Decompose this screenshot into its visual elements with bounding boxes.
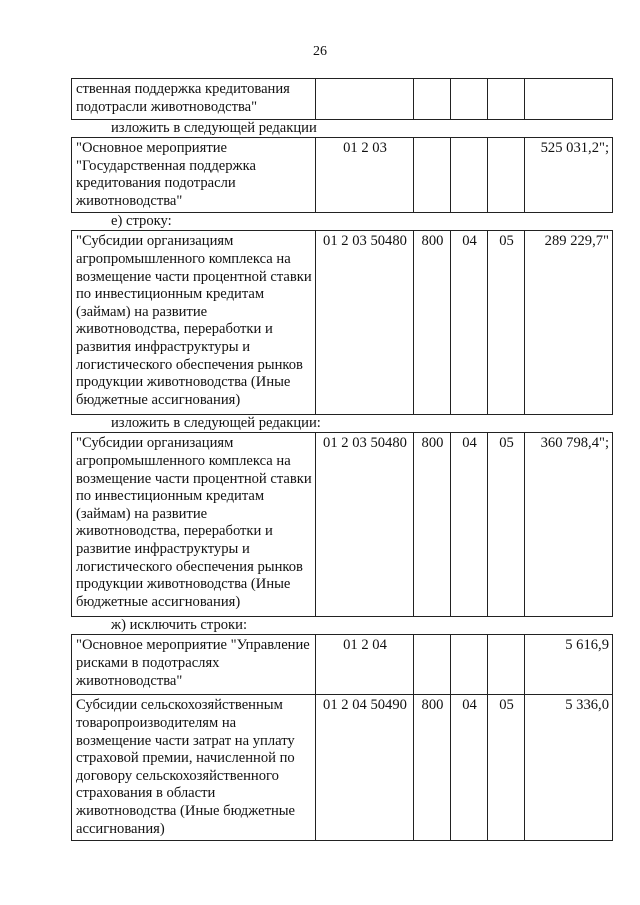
row-vr-cell: 800 <box>414 231 451 415</box>
table-row <box>72 79 613 120</box>
budget-table-block-5 <box>71 634 613 841</box>
row-name-cell: "Субсидии организациям агропромышленного комплекса на возмещение части процентной ставки по инвестиционным кредитам (займам) на развитие животноводства, переработки и развития инфраструктуры и логистического обеспечения рынков продукции животноводства (Иные бюджетные ассигнования) <box>72 231 316 415</box>
row-pr-cell <box>488 138 525 213</box>
row-sum-cell: 5 616,9 <box>525 635 613 695</box>
row-rz-cell <box>451 635 488 695</box>
budget-amendments-document <box>71 78 613 841</box>
row-code-cell: 01 2 03 <box>316 138 414 213</box>
row-rz-cell: 04 <box>451 231 488 415</box>
row-pr-cell: 05 <box>488 433 525 617</box>
row-name-cell: "Основное мероприятие "Управление рисками в подотраслях животноводства" <box>72 635 316 695</box>
row-vr-cell <box>414 138 451 213</box>
row-rz-cell: 04 <box>451 433 488 617</box>
row-pr-cell: 05 <box>488 231 525 415</box>
row-rz-cell <box>451 79 488 120</box>
table-row <box>72 695 613 841</box>
instruction-line: изложить в следующей редакции: <box>111 415 321 432</box>
row-sum-cell: 289 229,7" <box>525 231 613 415</box>
table-row <box>72 635 613 695</box>
row-rz-cell: 04 <box>451 695 488 841</box>
row-pr-cell <box>488 79 525 120</box>
row-sum-cell <box>525 79 613 120</box>
budget-table-block-3 <box>71 230 613 415</box>
row-name-cell: Субсидии сельскохозяйственным товаропроизводителям на возмещение части затрат на уплату страховой премии, начисленной по договору сельскохозяйственного страхования в области животноводства (Иные бюджетные ассигнования) <box>72 695 316 841</box>
table-row <box>72 231 613 415</box>
table-row <box>72 433 613 617</box>
page-number: 26 <box>313 44 327 59</box>
row-code-cell: 01 2 03 50480 <box>316 433 414 617</box>
row-code-cell: 01 2 04 <box>316 635 414 695</box>
instruction-line: ж) исключить строки: <box>111 617 248 634</box>
row-pr-cell <box>488 635 525 695</box>
row-code-cell: 01 2 03 50480 <box>316 231 414 415</box>
row-name-cell: "Субсидии организациям агропромышленного комплекса на возмещение части процентной ставки по инвестиционным кредитам (займам) на развитие животноводства, переработки и развитие инфраструктуры и логистического обеспечения рынков продукции животноводства (Иные бюджетные ассигнования) <box>72 433 316 617</box>
row-name-cell: ственная поддержка кредитования подотрасли животноводства" <box>72 79 316 120</box>
budget-table-block-4 <box>71 432 613 617</box>
row-rz-cell <box>451 138 488 213</box>
row-pr-cell: 05 <box>488 695 525 841</box>
row-sum-cell: 360 798,4"; <box>525 433 613 617</box>
row-vr-cell <box>414 79 451 120</box>
row-sum-cell: 525 031,2"; <box>525 138 613 213</box>
row-vr-cell: 800 <box>414 695 451 841</box>
budget-table-block-1 <box>71 78 613 120</box>
table-row <box>72 138 613 213</box>
row-vr-cell: 800 <box>414 433 451 617</box>
instruction-line: е) строку: <box>111 213 172 230</box>
row-name-cell: "Основное мероприятие "Государственная поддержка кредитования подотрасли животноводства" <box>72 138 316 213</box>
instruction-line: изложить в следующей редакции <box>111 120 317 136</box>
row-vr-cell <box>414 635 451 695</box>
row-sum-cell: 5 336,0 <box>525 695 613 841</box>
row-code-cell <box>316 79 414 120</box>
row-code-cell: 01 2 04 50490 <box>316 695 414 841</box>
budget-table-block-2 <box>71 137 613 213</box>
